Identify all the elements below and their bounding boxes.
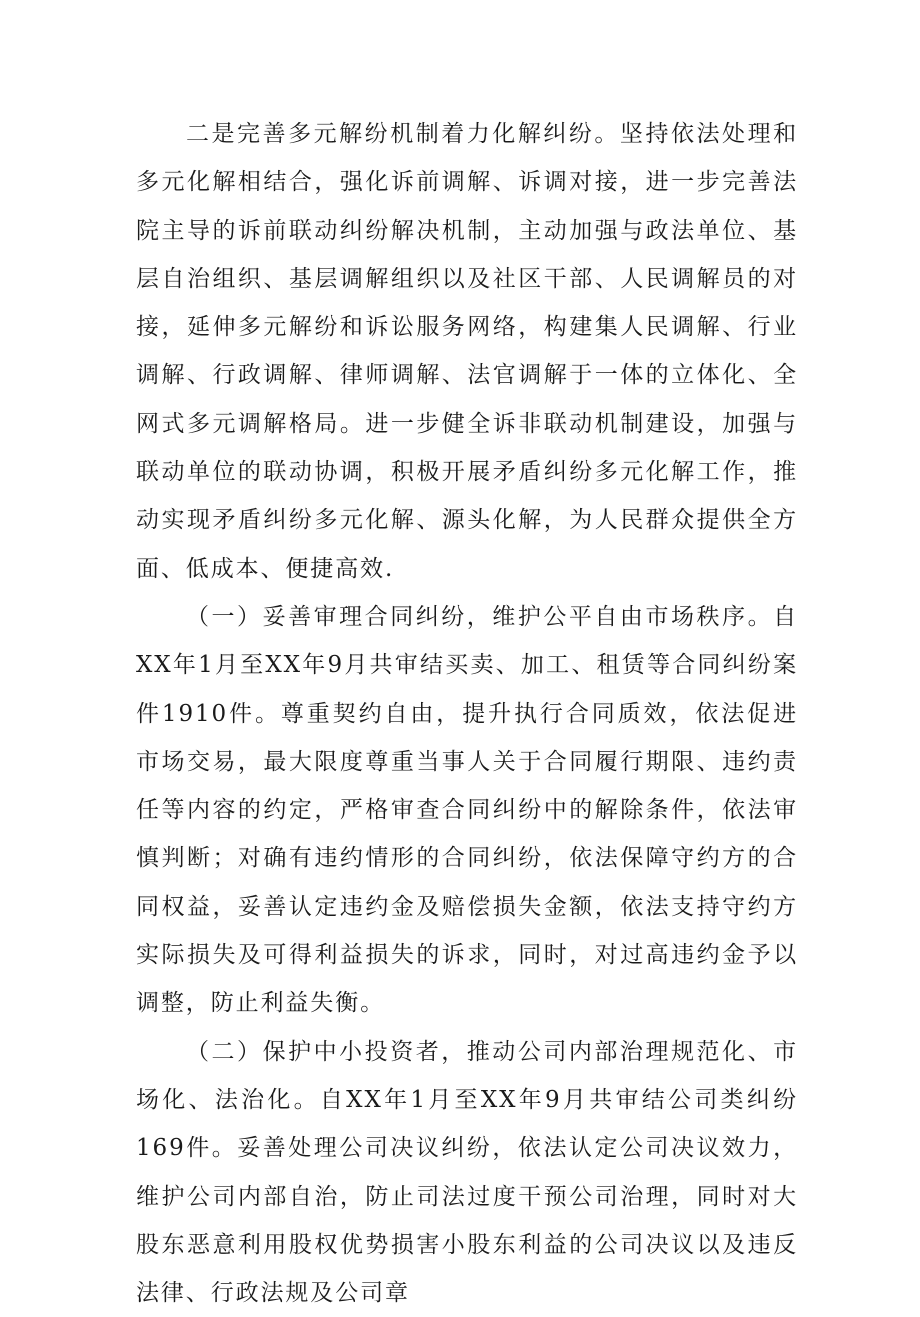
document-body <box>136 110 798 1317</box>
paragraph-dispute-resolution: 二是完善多元解纷机制着力化解纠纷。坚持依法处理和多元化解相结合，强化诉前调解、诉调对接，进一步完善法院主导的诉前联动纠纷解决机制，主动加强与政法单位、基层自治组织、基层调解组织以及社区干部、人民调解员的对接，延伸多元解纷和诉讼服务网络，构建集人民调解、行业调解、行政调解、律师调解、法官调解于一体的立体化、全网式多元调解格局。进一步健全诉非联动机制建设，加强与联动单位的联动协调，积极开展矛盾纠纷多元化解工作，推动实现矛盾纠纷多元化解、源头化解，为人民群众提供全方面、低成本、便捷高效. <box>136 121 798 582</box>
paragraph-minority-investors: （二）保护中小投资者，推动公司内部治理规范化、市场化、法治化。自XX年1月至XX年9月共审结公司类纠纷169件。妥善处理公司决议纠纷，依法认定公司决议效力，维护公司内部自治，防止司法过度干预公司治理，同时对大股东恶意利用股权优势损害小股东利益的公司决议以及违反法律、行政法规及公司章 <box>136 1038 798 1307</box>
paragraph-contract-disputes: （一）妥善审理合同纠纷，维护公平自由市场秩序。自XX年1月至XX年9月共审结买卖、加工、租赁等合同纠纷案件1910件。尊重契约自由，提升执行合同质效，依法促进市场交易，最大限度尊重当事人关于合同履行期限、违约责任等内容的约定，严格审查合同纠纷中的解除条件，依法审慎判断；对确有违约情形的合同纠纷，依法保障守约方的合同权益，妥善认定违约金及赔偿损失金额，依法支持守约方实际损失及可得利益损失的诉求，同时，对过高违约金予以调整，防止利益失衡。 <box>136 603 798 1017</box>
